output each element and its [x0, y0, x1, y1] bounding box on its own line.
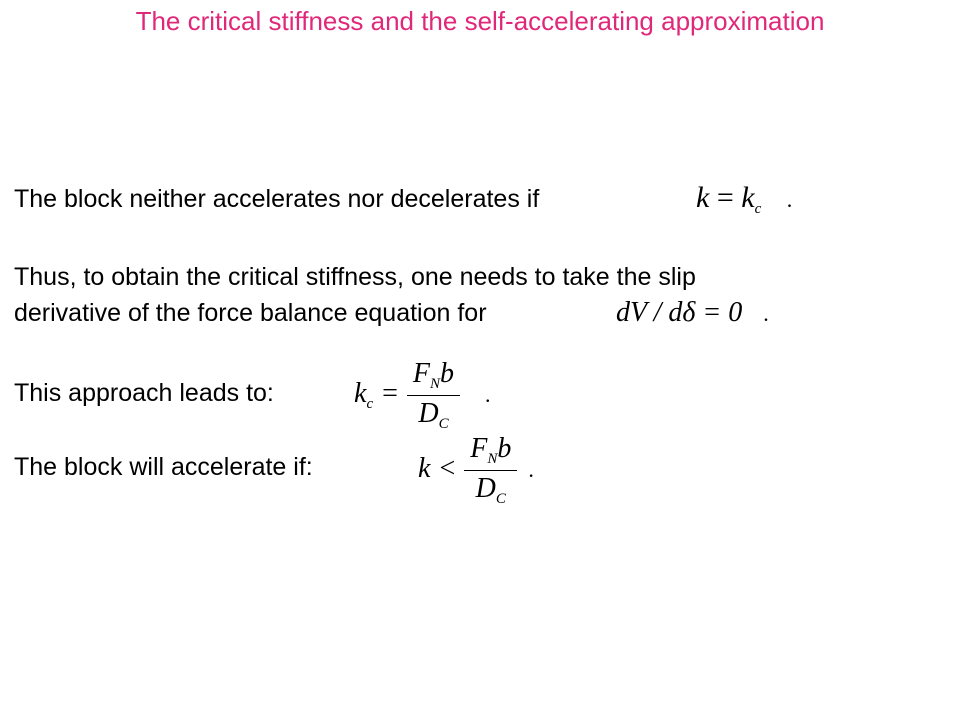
eq4-num-sub: N — [487, 451, 498, 467]
equation-kc-formula — [354, 358, 491, 433]
eq4-op: < — [439, 452, 456, 484]
eq1-end: . — [786, 187, 793, 212]
eq3-fraction — [407, 358, 460, 433]
eq4-num-base: F — [470, 433, 488, 464]
text-line-1: The block neither accelerates nor decelerates if — [14, 185, 540, 213]
eq3-op: = — [382, 377, 398, 409]
equation-acceleration-condition — [418, 433, 534, 508]
eq3-den-sub: C — [438, 416, 449, 432]
eq1-kc-base: k — [741, 181, 755, 214]
eq3-denominator — [407, 396, 460, 433]
equation-k-equals-kc — [696, 181, 792, 218]
eq2-end: . — [763, 301, 769, 326]
eq4-den-sub: C — [495, 491, 506, 507]
eq1-kc-sub: c — [754, 201, 762, 217]
eq4-den-base: D — [475, 473, 496, 504]
eq3-num-sub: N — [430, 376, 441, 392]
eq4-end: . — [528, 456, 534, 482]
slide-title: The critical stiffness and the self-accelerating approximation — [135, 6, 825, 36]
eq3-lhs-base: k — [354, 377, 367, 409]
eq2-lhs: dV / dδ = 0 — [616, 297, 743, 328]
text-line-3: This approach leads to: — [14, 379, 274, 407]
eq3-end: . — [485, 381, 491, 407]
eq3-lhs-sub: c — [366, 395, 374, 412]
eq4-num-var: b — [497, 433, 512, 464]
text-line-2a: Thus, to obtain the critical stiffness, one needs to take the slip — [14, 263, 696, 291]
eq3-den-base: D — [418, 398, 439, 429]
eq3-num-base: F — [412, 358, 431, 389]
eq3-num-var: b — [440, 358, 455, 389]
eq1-op: = — [716, 181, 734, 214]
text-line-2b: derivative of the force balance equation for — [14, 299, 487, 327]
eq4-denominator — [464, 471, 517, 508]
eq4-numerator — [464, 433, 517, 471]
equation-dv-ddelta — [616, 297, 769, 329]
text-line-4: The block will accelerate if: — [14, 453, 313, 481]
eq4-lhs: k — [418, 452, 431, 484]
eq1-k: k — [696, 181, 710, 214]
eq3-numerator — [407, 358, 460, 396]
eq4-fraction — [464, 433, 517, 508]
